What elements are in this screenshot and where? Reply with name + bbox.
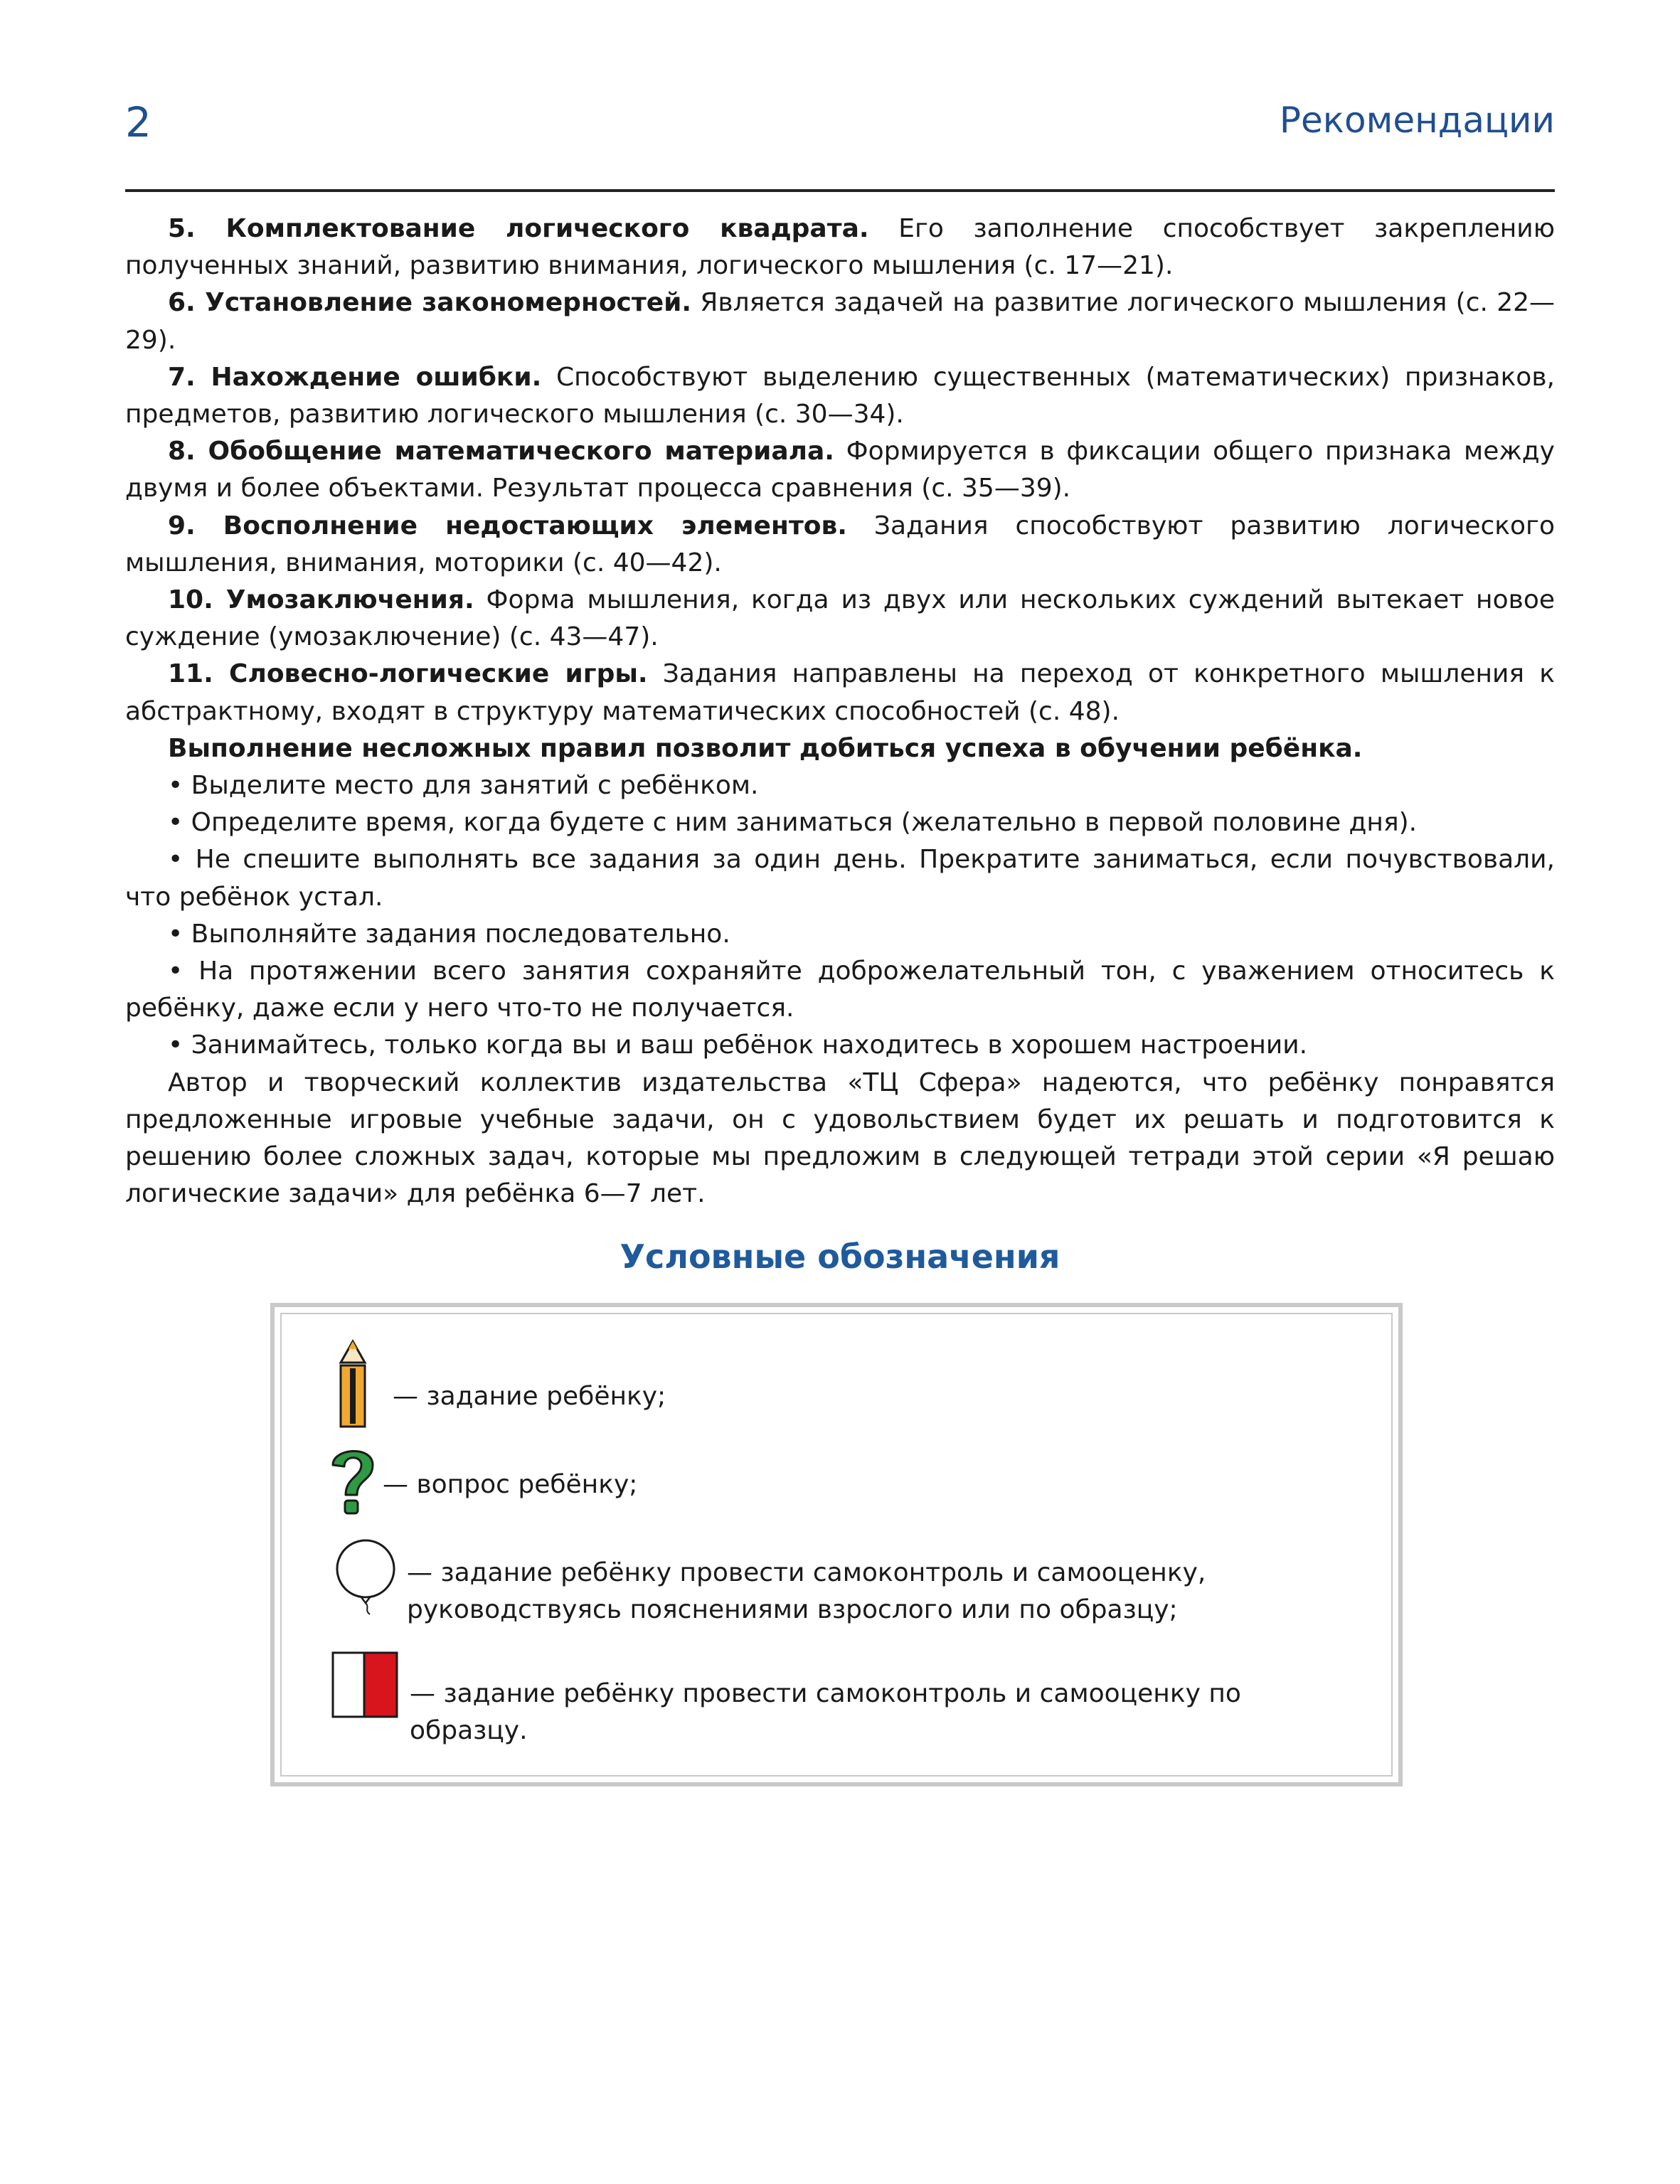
header-rule: [125, 189, 1555, 192]
rule-3: • Не спешите выполнять все задания за один день. Прекратите заниматься, если почувствовали, что ребёнок устал.: [125, 845, 1555, 912]
question-mark-icon: [324, 1441, 381, 1522]
running-head: Рекомендации: [1279, 100, 1555, 141]
rule-6: • Занимайтесь, только когда вы и ваш ребёнок находитесь в хорошем настроении.: [168, 1030, 1308, 1060]
rules-heading-text: Выполнение несложных правил позволит добиться успеха в обучении ребёнка.: [168, 733, 1363, 763]
item-9-title: 9. Восполнение недостающих элементов.: [168, 511, 847, 540]
item-6: [125, 284, 1555, 358]
rules-heading: [125, 730, 1555, 767]
legend-text-task: — задание ребёнку;: [393, 1382, 666, 1411]
item-5-text: Его заполнение способствует закреплению полученных знаний, развитию внимания, логического мышления (с. 17—21).: [125, 214, 1555, 281]
balloon-icon: [333, 1536, 401, 1619]
item-6-title: 6. Установление закономерностей.: [168, 288, 692, 318]
item-7: [125, 359, 1555, 433]
item-9: [125, 508, 1555, 582]
item-9-text: Задания способствуют развитию логического мышления, внимания, моторики (с. 40—42).: [125, 511, 1555, 577]
legend-text-self-check-adult: — задание ребёнку провести самоконтроль и самооценку, руководствуясь пояснениями взрослого или по образцу;: [407, 1558, 1206, 1624]
item-10-text: Форма мышления, когда из двух или нескольких суждений вытекает новое суждение (умозаключение) (с. 43—47).: [125, 585, 1556, 652]
item-7-text: Способствуют выделению существенных (математических) признаков, предметов, развитию логического мышления (с. 30—34).: [125, 362, 1555, 430]
closing-paragraph: Автор и творческий коллектив издательства «ТЦ Сфера» надеются, что ребёнку понравятся предложенные игровые учебные задачи, он с удовольствием будет их решать и подготовится к решению более сложных задач, которые мы предложим в следующей тетради этой серии «Я решаю логические задачи» для ребёнка 6—7 лет.: [125, 1067, 1555, 1209]
item-5-title: 5. Комплектование логического квадрата.: [168, 214, 869, 243]
body-text: [125, 211, 1555, 1213]
white-red-square-icon: [331, 1651, 400, 1721]
legend-title: Условные обозначения: [620, 1237, 1060, 1276]
legend-box: [270, 1303, 1403, 1786]
item-11: [125, 656, 1555, 730]
item-5: [125, 211, 1555, 284]
legend-text-question: — вопрос ребёнку;: [383, 1470, 638, 1499]
rule-4: • Выполняйте задания последовательно.: [168, 919, 730, 949]
item-8-text: Формируется в фиксации общего признака между двумя и более объектами. Результат процесса сравнения (с. 35—39).: [125, 437, 1555, 504]
legend-text-self-check-sample: — задание ребёнку провести самоконтроль и самооценку по образцу.: [410, 1679, 1241, 1745]
page-number: 2: [125, 98, 151, 147]
item-11-text: Задания направлены на переход от конкретного мышления к абстрактному, входят в структуру математических способностей (с. 48).: [125, 659, 1555, 726]
item-10-title: 10. Умозаключения.: [168, 585, 474, 615]
rule-5: • На протяжении всего занятия сохраняйте доброжелательный тон, с уважением относитесь к ребёнку, даже если у него что-то не получается.: [125, 957, 1555, 1023]
item-10: [125, 582, 1555, 656]
pencil-icon: [336, 1338, 370, 1434]
item-7-title: 7. Нахождение ошибки.: [168, 362, 542, 392]
item-6-text: Является задачей на развитие логического мышления (с. 22—29).: [125, 288, 1556, 355]
item-11-title: 11. Словесно-логические игры.: [168, 659, 648, 689]
item-8: [125, 433, 1555, 507]
item-8-title: 8. Обобщение математического материала.: [168, 437, 834, 467]
rule-2: • Определите время, когда будете с ним заниматься (желательно в первой половине дня).: [168, 808, 1418, 838]
rule-1: • Выделите место для занятий с ребёнком.: [168, 771, 759, 801]
